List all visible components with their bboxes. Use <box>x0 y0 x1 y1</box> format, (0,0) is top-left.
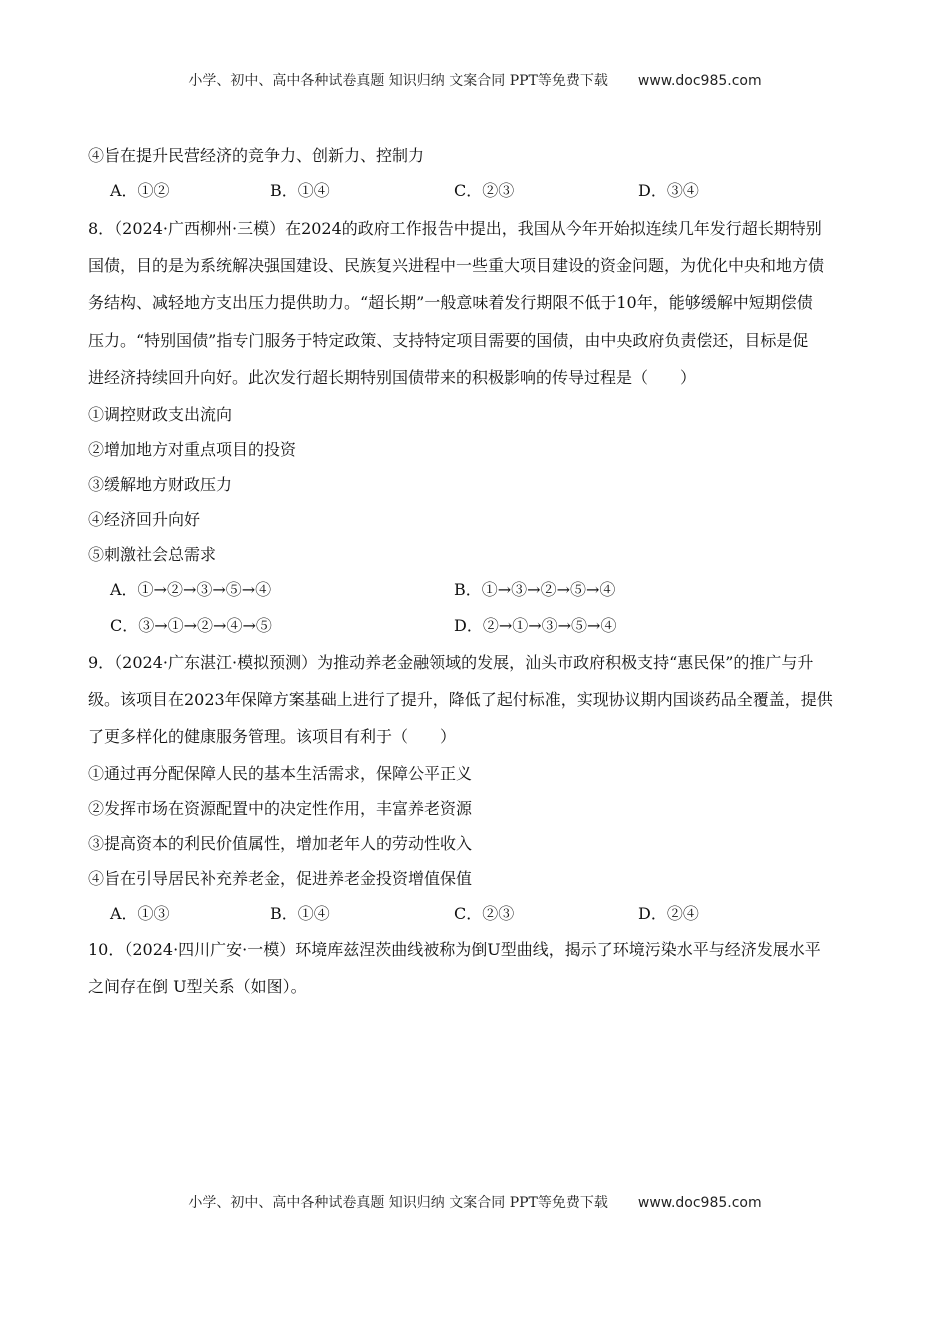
q8-statement: ②增加地方对重点项目的投资 <box>88 440 297 459</box>
q9-option-c: C．②③ <box>454 904 515 923</box>
q9-stem-line: 级。该项目在2023年保障方案基础上进行了提升，降低了起付标准，实现协议期内国谈药品全覆盖，提供 <box>88 690 833 709</box>
q9-statement: ①通过再分配保障人民的基本生活需求，保障公平正义 <box>88 764 473 783</box>
q9-option-a: A．①③ <box>110 904 170 923</box>
q8-stem-line: 务结构、减轻地方支出压力提供助力。“超长期”一般意味着发行期限不低于10年，能够缓解中短期偿债 <box>88 293 813 312</box>
q8-option-c: C．③→①→②→④→⑤ <box>110 616 272 635</box>
q9-option-b: B．①④ <box>270 904 330 923</box>
header-site[interactable]: www.doc985.com <box>637 73 762 89</box>
q8-stem-line: 进经济持续回升向好。此次发行超长期特别国债带来的积极影响的传导过程是（ ） <box>88 368 697 387</box>
footer-site[interactable]: www.doc985.com <box>637 1195 762 1211</box>
page-footer <box>0 1192 950 1212</box>
q9-stem-line: 了更多样化的健康服务管理。该项目有利于（ ） <box>88 727 457 746</box>
q8-stem-line: 8．（2024·广西柳州·三模）在2024的政府工作报告中提出，我国从今年开始拟连续几年发行超长期特别 <box>88 219 822 238</box>
q10-stem-line: 10．（2024·四川广安·一模）环境库兹涅茨曲线被称为倒U型曲线，揭示了环境污染水平与经济发展水平 <box>88 940 821 959</box>
q7-option-d: D．③④ <box>638 181 699 200</box>
q7-option-b: B．①④ <box>270 181 330 200</box>
q8-statement: ①调控财政支出流向 <box>88 405 233 424</box>
q7-statement-4: ④旨在提升民营经济的竞争力、创新力、控制力 <box>88 146 425 165</box>
q10-stem-line: 之间存在倒 U型关系（如图）。 <box>88 977 307 996</box>
q9-statement: ④旨在引导居民补充养老金，促进养老金投资增值保值 <box>88 869 473 888</box>
q8-stem-line: 压力。“特别国债”指专门服务于特定政策、支持特定项目需要的国债，由中央政府负责偿还，目标是促 <box>88 331 809 350</box>
footer-text: 小学、初中、高中各种试卷真题 知识归纳 文案合同 PPT等免费下载 <box>188 1195 608 1211</box>
q9-option-d: D．②④ <box>638 904 699 923</box>
q8-statement: ④经济回升向好 <box>88 510 201 529</box>
q8-statement: ③缓解地方财政压力 <box>88 475 233 494</box>
q9-statement: ②发挥市场在资源配置中的决定性作用，丰富养老资源 <box>88 799 473 818</box>
q8-option-b: B．①→③→②→⑤→④ <box>454 580 616 599</box>
q9-stem-line: 9．（2024·广东湛江·模拟预测）为推动养老金融领域的发展，汕头市政府积极支持“惠民保”的推广与升 <box>88 653 814 672</box>
q8-option-a: A．①→②→③→⑤→④ <box>110 580 272 599</box>
header-text: 小学、初中、高中各种试卷真题 知识归纳 文案合同 PPT等免费下载 <box>188 73 608 89</box>
q8-option-d: D．②→①→③→⑤→④ <box>454 616 617 635</box>
q8-stem-line: 国债，目的是为系统解决强国建设、民族复兴进程中一些重大项目建设的资金问题，为优化中央和地方债 <box>88 256 825 275</box>
q9-statement: ③提高资本的利民价值属性，增加老年人的劳动性收入 <box>88 834 473 853</box>
q8-statement: ⑤刺激社会总需求 <box>88 545 217 564</box>
q7-option-a: A．①② <box>110 181 170 200</box>
page-header <box>0 70 950 90</box>
q7-option-c: C．②③ <box>454 181 515 200</box>
